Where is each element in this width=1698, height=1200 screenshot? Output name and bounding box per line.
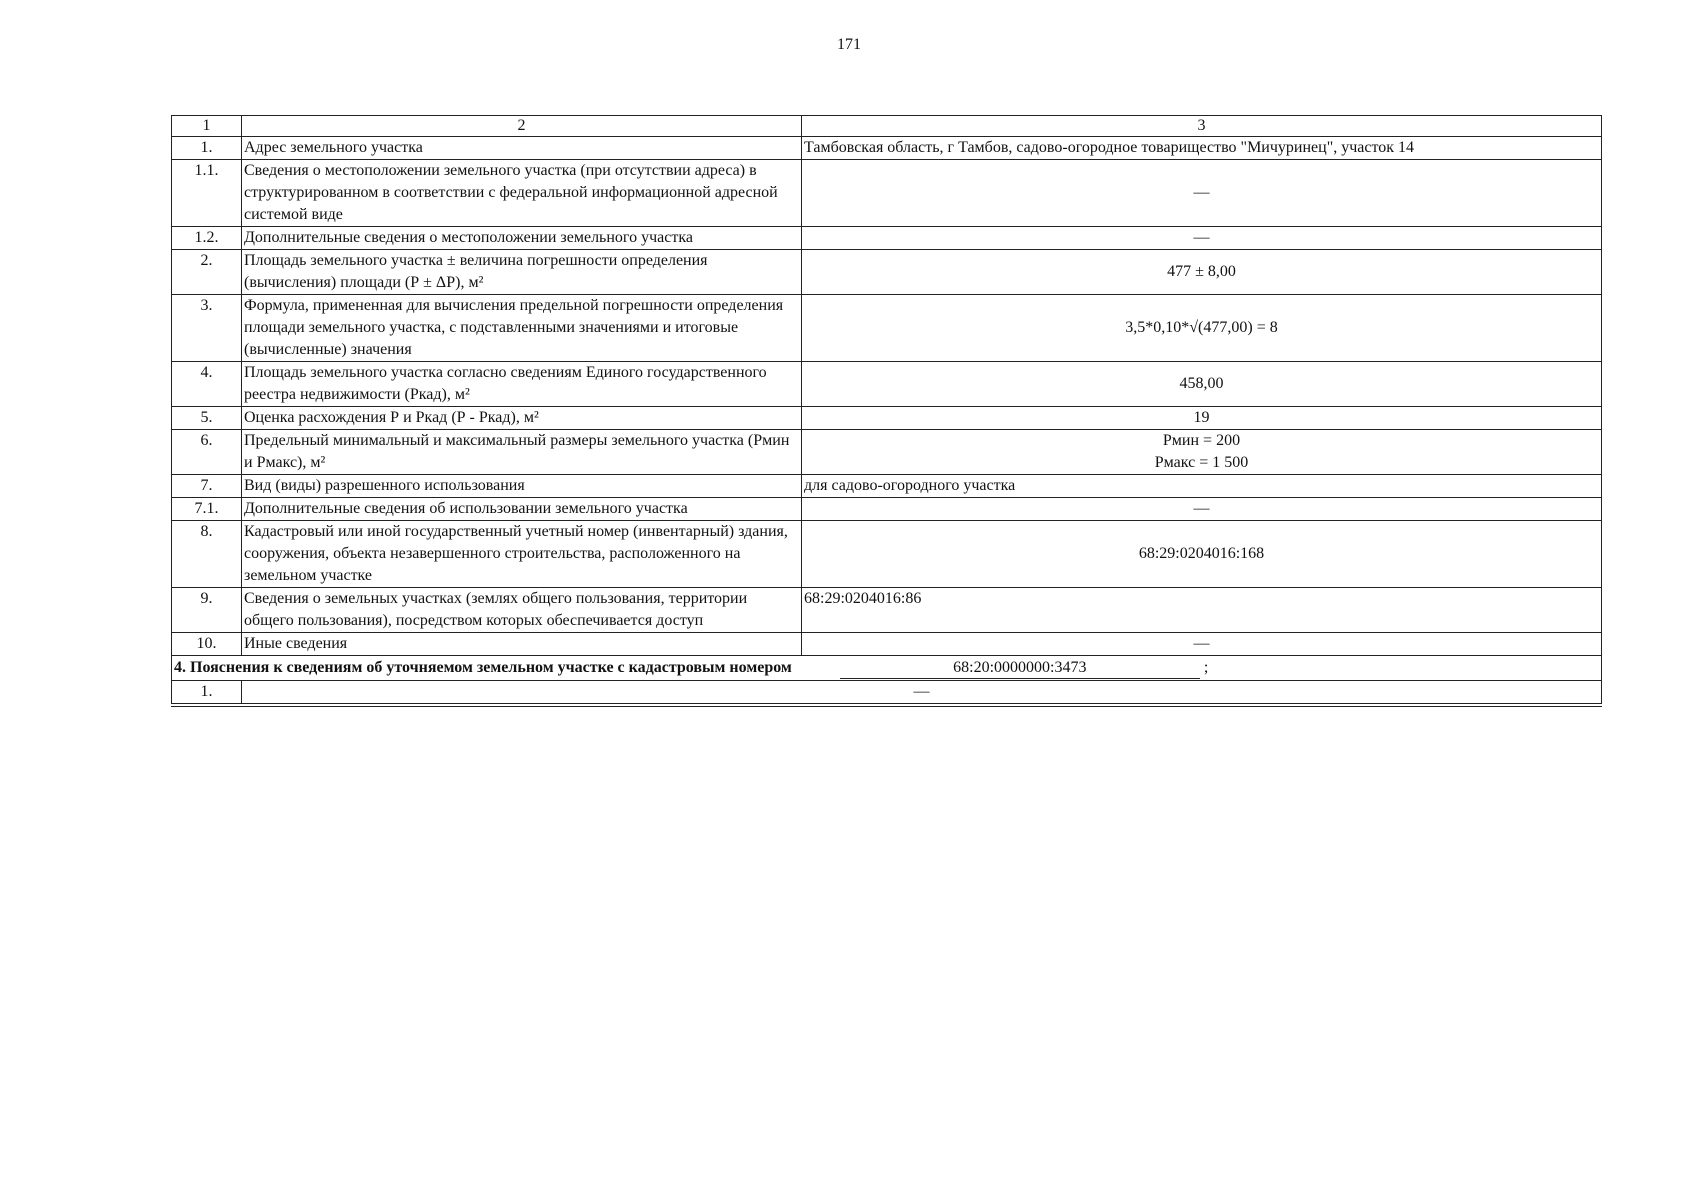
- header-col-1: 1: [172, 116, 242, 137]
- row-description: Формула, примененная для вычисления предельной погрешности определения площади земельного участка, с подставленными значениями и итоговые (вычисленные) значения: [242, 295, 802, 362]
- page-number: 171: [837, 36, 861, 53]
- row-value: 19: [802, 407, 1602, 430]
- land-plot-info-table: [171, 115, 1602, 707]
- row-value: —: [802, 227, 1602, 250]
- table-row: [172, 588, 1602, 633]
- section-4-header-row: [172, 656, 1602, 681]
- table-row: [172, 160, 1602, 227]
- row-description: Иные сведения: [242, 633, 802, 656]
- table-row: [172, 633, 1602, 656]
- table-row: [172, 498, 1602, 521]
- row-value: —: [802, 633, 1602, 656]
- row-number: 1.: [172, 681, 242, 706]
- row-number: 6.: [172, 430, 242, 475]
- row-description: Кадастровый или иной государственный учетный номер (инвентарный) здания, сооружения, объекта незавершенного строительства, расположенного на земельном участке: [242, 521, 802, 588]
- section-4-cadastral-number: 68:20:0000000:3473: [840, 658, 1200, 679]
- row-number: 10.: [172, 633, 242, 656]
- row-number: 1.2.: [172, 227, 242, 250]
- section-4-title: 4. Пояснения к сведениям об уточняемом земельном участке с кадастровым номером: [174, 659, 792, 676]
- row-description: Дополнительные сведения об использовании земельного участка: [242, 498, 802, 521]
- row-value: —: [802, 498, 1602, 521]
- row-description: Площадь земельного участка согласно сведениям Единого государственного реестра недвижимости (Ркад), м²: [242, 362, 802, 407]
- row-description: Сведения о земельных участках (землях общего пользования, территории общего пользования), посредством которых обеспечивается доступ: [242, 588, 802, 633]
- table-row: [172, 407, 1602, 430]
- row-number: 5.: [172, 407, 242, 430]
- section-4-header: [172, 656, 1602, 681]
- row-number: 1.1.: [172, 160, 242, 227]
- row-value: 68:29:0204016:86: [802, 588, 1602, 633]
- row-number: 7.: [172, 475, 242, 498]
- row-description: Оценка расхождения Р и Ркад (Р - Ркад), м²: [242, 407, 802, 430]
- row-value: 477 ± 8,00: [802, 250, 1602, 295]
- row-description: Дополнительные сведения о местоположении земельного участка: [242, 227, 802, 250]
- row-number: 8.: [172, 521, 242, 588]
- header-col-2: 2: [242, 116, 802, 137]
- row-number: 1.: [172, 137, 242, 160]
- min-size-value: Рмин = 200: [1162, 432, 1241, 449]
- table-row: [172, 521, 1602, 588]
- table-row: [172, 681, 1602, 706]
- header-col-3: 3: [802, 116, 1602, 137]
- table-row: [172, 362, 1602, 407]
- row-value: [802, 430, 1602, 475]
- row-value: 458,00: [802, 362, 1602, 407]
- table-row: [172, 137, 1602, 160]
- row-value: 3,5*0,10*√(477,00) = 8: [802, 295, 1602, 362]
- table-row: [172, 295, 1602, 362]
- row-value: Тамбовская область, г Тамбов, садово-огородное товарищество "Мичуринец", участок 14: [802, 137, 1602, 160]
- row-number: 9.: [172, 588, 242, 633]
- table-row: [172, 475, 1602, 498]
- row-description: Адрес земельного участка: [242, 137, 802, 160]
- row-value: 68:29:0204016:168: [802, 521, 1602, 588]
- row-description: Площадь земельного участка ± величина погрешности определения (вычисления) площади (Р ± ΔР), м²: [242, 250, 802, 295]
- row-number: 4.: [172, 362, 242, 407]
- max-size-value: Рмакс = 1 500: [1154, 454, 1249, 471]
- table-header-row: [172, 116, 1602, 137]
- table-row: [172, 430, 1602, 475]
- row-description: Предельный минимальный и максимальный размеры земельного участка (Рмин и Рмакс), м²: [242, 430, 802, 475]
- table-row: [172, 250, 1602, 295]
- table-row: [172, 227, 1602, 250]
- row-description: Сведения о местоположении земельного участка (при отсутствии адреса) в структурированном в соответствии с федеральной информационной адресной системой виде: [242, 160, 802, 227]
- row-description: Вид (виды) разрешенного использования: [242, 475, 802, 498]
- section-4-suffix: ;: [1203, 659, 1209, 676]
- row-number: 2.: [172, 250, 242, 295]
- row-value: —: [242, 681, 1602, 706]
- row-number: 7.1.: [172, 498, 242, 521]
- row-value: —: [802, 160, 1602, 227]
- row-number: 3.: [172, 295, 242, 362]
- row-value: для садово-огородного участка: [802, 475, 1602, 498]
